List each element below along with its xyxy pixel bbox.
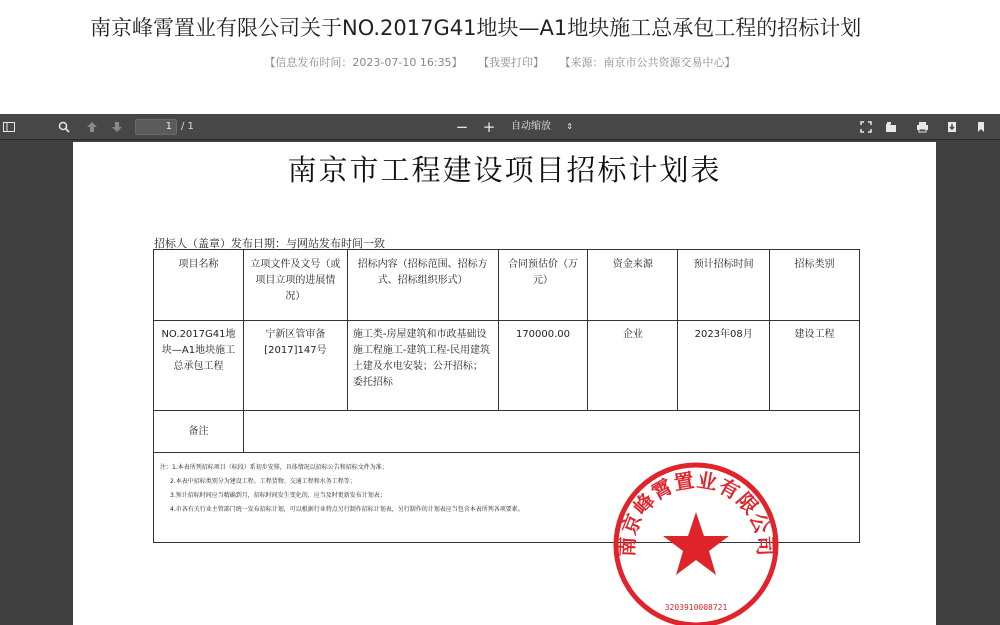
note-line: 注：1.本表所列招标项目（标段）系初步安排，具体情况以招标公告和招标文件为准； — [160, 464, 388, 471]
tender-category-cell: 建设工程 — [770, 321, 860, 411]
next-page-icon[interactable] — [108, 114, 126, 140]
table-row — [154, 321, 860, 411]
publish-time: 【信息发布时间：2023-07-10 16:35】 — [264, 56, 463, 69]
page-total: / 1 — [181, 121, 194, 132]
fund-source-cell: 企业 — [588, 321, 678, 411]
pdf-page — [73, 142, 936, 625]
zoom-select[interactable] — [505, 119, 579, 135]
header-cell: 招标内容（招标范围、招标方式、招标组织形式） — [347, 250, 498, 321]
header-cell: 立项文件及文号（或项目立项的进展情况） — [243, 250, 347, 321]
presentation-mode-icon[interactable] — [857, 114, 875, 140]
seal-company-text: 南京峰霄置业有限公司 — [614, 467, 778, 558]
approval-document-cell: 宁新区管审备[2017]147号 — [243, 321, 347, 411]
company-seal — [611, 460, 781, 625]
seal-number: 3203910008721 — [664, 603, 728, 612]
header-cell: 招标类别 — [770, 250, 860, 321]
remark-value — [243, 411, 859, 453]
pdf-viewer — [0, 114, 1000, 625]
header-cell: 资金来源 — [588, 250, 678, 321]
header-cell: 合同预估价（万元） — [498, 250, 588, 321]
note-line: 3.预计招标时间应当精确到月，招标时间发生变化的，应当及时更新发布计划表； — [170, 492, 386, 499]
zoom-in-button[interactable]: + — [482, 118, 496, 136]
tender-content-cell: 施工类-房屋建筑和市政基础设施工程施工-建筑工程-民用建筑土建及水电安装；公开招标；委托招标 — [347, 321, 498, 411]
zoom-select-label: 自动缩放 — [511, 121, 551, 132]
bookmark-icon[interactable] — [972, 114, 990, 140]
table-header-row — [154, 250, 860, 321]
article-title: 南京峰霄置业有限公司关于NO.2017G41地块—A1地块施工总承包工程的招标计划 — [90, 16, 862, 40]
note-line: 2.本表中招标类别分为建设工程、工程货物、交通工程和水务工程等； — [170, 478, 356, 485]
source-label: 【来源：南京市公共资源交易中心】 — [559, 56, 736, 69]
download-icon[interactable] — [943, 114, 961, 140]
seal-star-icon — [663, 512, 729, 575]
pdf-toolbar — [0, 114, 1000, 140]
open-file-icon[interactable] — [882, 114, 900, 140]
page-number-input[interactable]: 1 — [135, 119, 177, 135]
sidebar-toggle-icon[interactable] — [0, 114, 18, 140]
print-icon[interactable] — [913, 114, 931, 140]
note-line: 4.市各有关行业主管部门统一发布招标计划，可以根据行业特点另行制作招标计划表，另行制作的计划表应当包含本表所列各项要素。 — [170, 506, 524, 513]
zoom-out-button[interactable]: − — [455, 118, 469, 136]
document-title: 南京市工程建设项目招标计划表 — [287, 153, 722, 187]
header-cell: 项目名称 — [154, 250, 244, 321]
print-link[interactable]: 【我要打印】 — [478, 56, 545, 69]
previous-page-icon[interactable] — [83, 114, 101, 140]
header-cell: 预计招标时间 — [678, 250, 770, 321]
search-icon[interactable] — [55, 114, 73, 140]
remark-row — [154, 411, 860, 453]
project-name-cell: NO.2017G41地块—A1地块施工总承包工程 — [154, 321, 244, 411]
tenderer-line: 招标人（盖章）发布日期：与网站发布时间一致 — [154, 237, 385, 250]
article-meta — [0, 54, 1000, 70]
tender-time-cell: 2023年08月 — [678, 321, 770, 411]
contract-estimate-cell: 170000.00 — [498, 321, 588, 411]
chevron-updown-icon: ⇕ — [566, 122, 573, 131]
remark-label: 备注 — [154, 411, 244, 453]
